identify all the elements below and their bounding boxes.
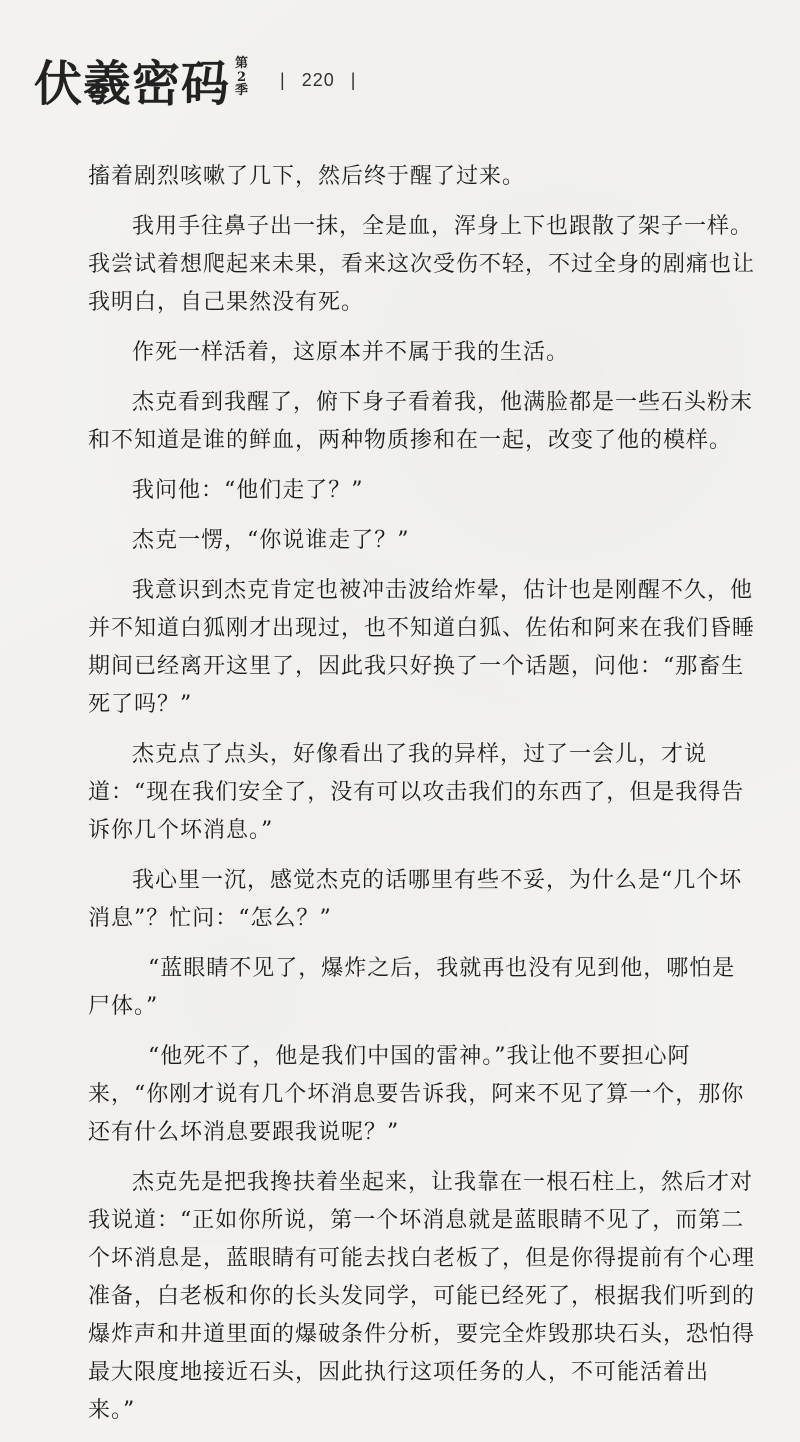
paragraph: 我用手往鼻子出一抹，全是血，浑身上下也跟散了架子一样。我尝试着想爬起来未果，看来这次受伤不轻，不过全身的剧痛也让我明白，自己果然没有死。 — [88, 214, 756, 315]
paragraph: 我心里一沉，感觉杰克的话哪里有些不妥，为什么是“几个坏消息”？忙问：“怎么？” — [88, 868, 743, 931]
season-char: 第 — [235, 56, 249, 72]
page-number: 220 — [301, 70, 335, 90]
paragraph: 杰克点了点头，好像看出了我的异样，过了一会儿，才说道：“现在我们安全了，没有可以攻击我们的东西了，但是我得告诉你几个坏消息。” — [88, 742, 745, 843]
paragraph: 杰克看到我醒了，俯下身子看着我，他满脸都是一些石头粉末和不知道是谁的鲜血，两种物质掺和在一起，改变了他的模样。 — [88, 390, 754, 453]
paragraph: 作死一样活着，这原本并不属于我的生活。 — [132, 340, 570, 365]
page-number-block — [270, 70, 366, 91]
right-rule: | — [350, 70, 357, 90]
season-char: 季 — [235, 83, 249, 99]
page-header — [34, 38, 366, 112]
paragraph: “他死不了，他是我们中国的雷神。”我让他不要担心阿来，“你刚才说有几个坏消息要告诉我，阿来不见了算一个，那你还有什么坏消息要跟我说呢？” — [88, 1044, 745, 1145]
body-text — [88, 158, 756, 1442]
season-char: 2 — [237, 69, 247, 85]
paragraph: 杰克一愣，“你说谁走了？” — [132, 528, 410, 553]
paragraph: 杰克先是把我搀扶着坐起来，让我靠在一根石柱上，然后才对我说道：“正如你所说，第一个坏消息就是蓝眼睛不见了，而第二个坏消息是，蓝眼睛有可能去找白老板了，但是你得提前有个心理准备，白老板和你的长头发同学，可能已经死了，根据我们听到的爆炸声和井道里面的爆破条件分析，要完全炸毁那块石头，恐怕得最大限度地接近石头，因此执行这项任务的人，不可能活着出来。” — [88, 1170, 756, 1423]
season-label — [235, 57, 248, 98]
left-rule: | — [280, 70, 286, 90]
paragraph: 我问他：“他们走了？” — [132, 478, 364, 503]
paragraph: 我意识到杰克肯定也被冲击波给炸晕，估计也是刚醒不久，他并不知道白狐刚才出现过，也不知道白狐、佐佑和阿来在我们昏睡期间已经离开这里了，因此我只好换了一个话题，问他：“那畜生死了吗？” — [88, 578, 756, 717]
paragraph: 搐着剧烈咳嗽了几下，然后终于醒了过来。 — [88, 164, 526, 189]
paragraph: “蓝眼睛不见了，爆炸之后，我就再也没有见到他，哪怕是尸体。” — [88, 956, 736, 1019]
book-title: 伏羲密码 — [34, 56, 231, 112]
